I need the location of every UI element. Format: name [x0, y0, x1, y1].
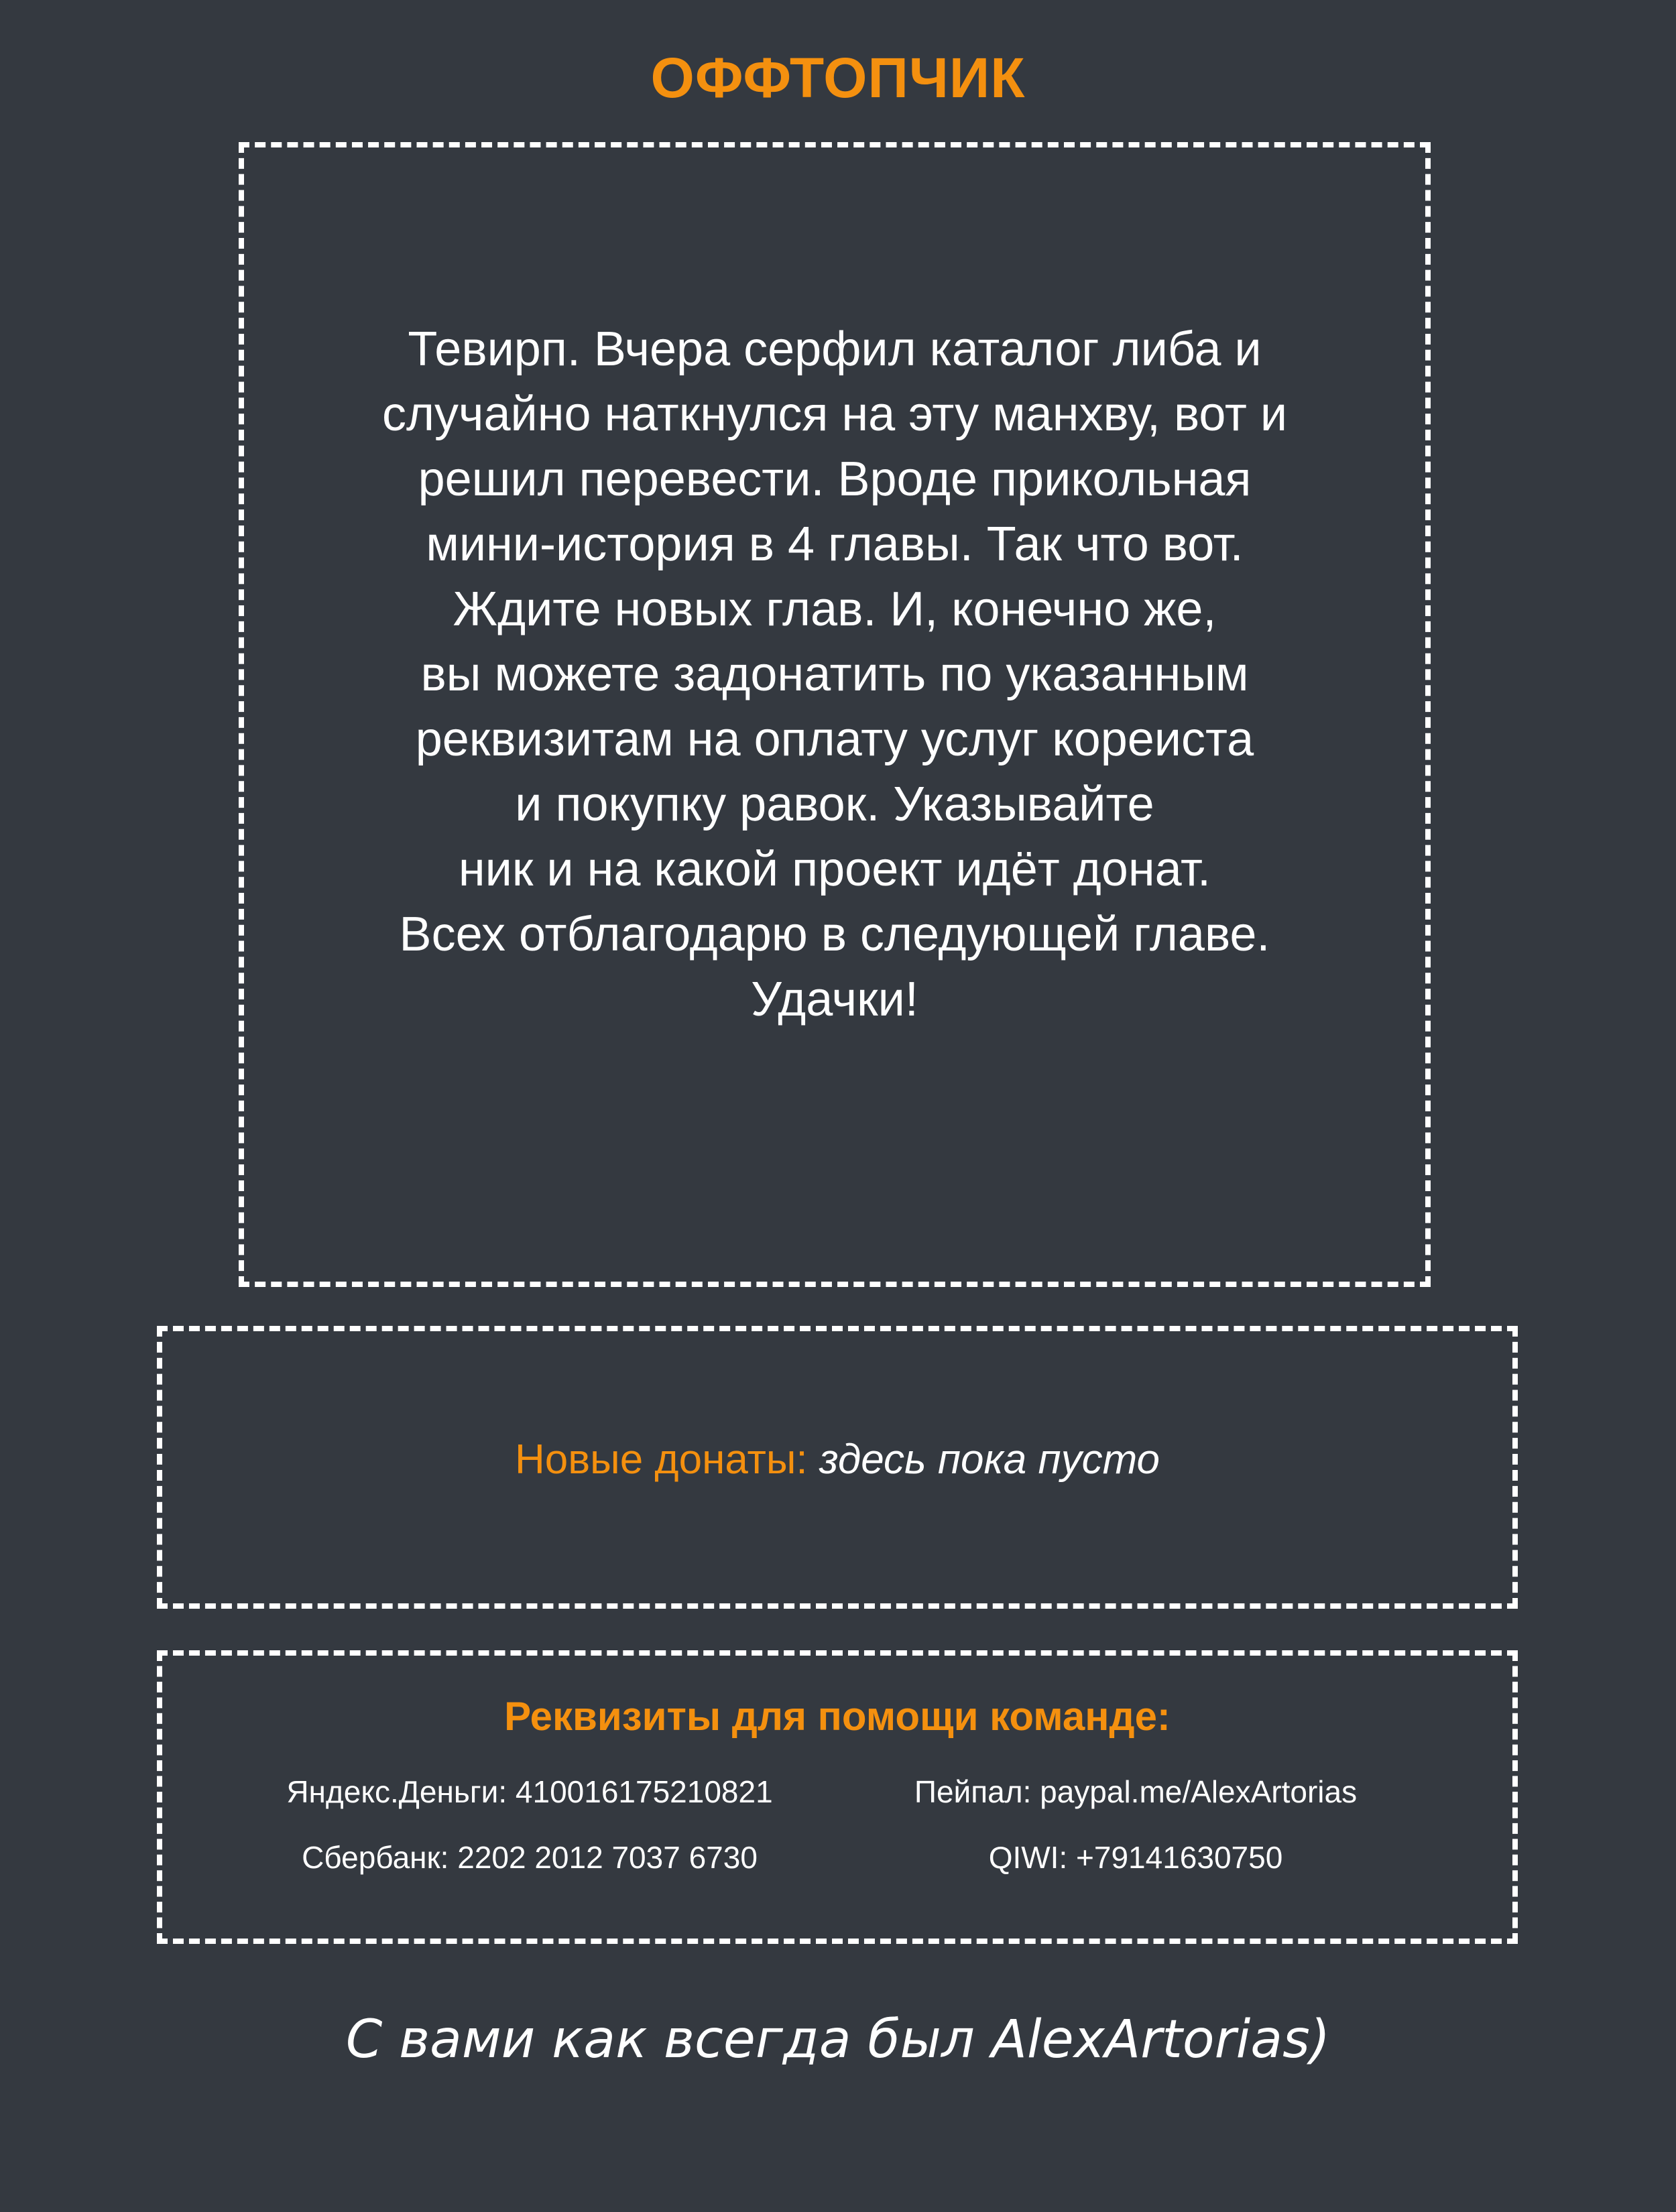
qiwi-requisite: QIWI: +79141630750	[988, 1840, 1283, 1875]
donations-box	[157, 1326, 1518, 1609]
page-title: ОФФТОПЧИК	[650, 46, 1026, 109]
requisites-heading: Реквизиты для помощи команде:	[504, 1694, 1171, 1739]
donations-value: здесь пока пусто	[819, 1436, 1160, 1483]
yandex-money-requisite: Яндекс.Деньги: 410016175210821	[286, 1774, 773, 1809]
requisites-box	[157, 1650, 1518, 1944]
donations-line	[515, 1436, 1160, 1483]
sberbank-requisite: Сбербанк: 2202 2012 7037 6730	[302, 1840, 758, 1875]
note-text: Тевирп. Вчера серфил каталог либа и случайно наткнулся на эту манхву, вот и решил перевести. Вроде прикольная мини-история в 4 главы. Так что вот. Ждите новых глав. И, конечно же, вы можете задонатить по указанным реквизитам на оплату услуг кореиста и покупку равок. Указывайте ник и на какой проект идёт донат. Всех отблагодарю в следующей главе. Удачки!	[381, 322, 1288, 1026]
paypal-requisite: Пейпал: paypal.me/AlexArtorias	[914, 1774, 1358, 1809]
note-box	[239, 142, 1431, 1287]
signature: С вами как всегда был AlexArtorias)	[345, 2010, 1331, 2070]
donations-label: Новые донаты:	[514, 1436, 808, 1483]
